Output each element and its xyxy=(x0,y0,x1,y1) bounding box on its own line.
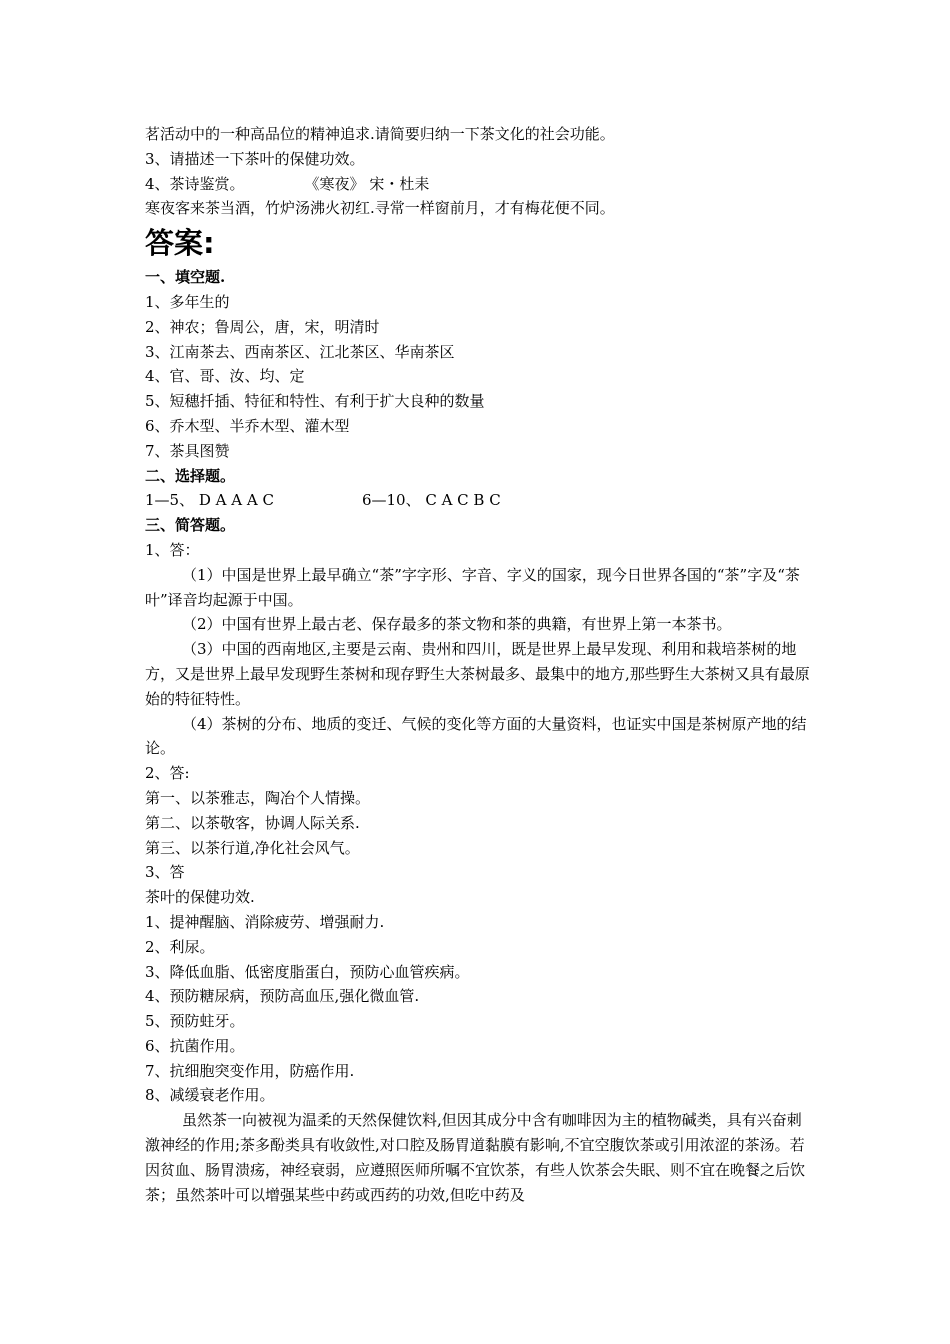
choice-answers xyxy=(145,488,810,513)
section-1-title: 一、填空题. xyxy=(145,268,226,287)
health-benefit-3: 3、降低血脂、低密度脂蛋白，预防心血管疾病。 xyxy=(145,962,470,981)
short-answer-2-item-3: 第三、以茶行道,净化社会风气。 xyxy=(145,838,360,857)
poem-text: 寒夜客来茶当酒，竹炉汤沸火初红.寻常一样窗前月，才有梅花便不同。 xyxy=(145,199,615,218)
section-3-title: 三、简答题。 xyxy=(145,516,236,535)
intro-line-1: 茗活动中的一种高品位的精神追求.请简要归纳一下茶文化的社会功能。 xyxy=(145,125,615,143)
fill-blank-answer-1: 1、多年生的 xyxy=(145,292,230,311)
short-answer-1-paragraph-2: （2）中国有世界上最古老、保存最多的茶文物和茶的典籍，有世界上第一本茶书。 xyxy=(182,615,732,634)
section-2-title: 二、选择题。 xyxy=(145,466,236,485)
short-answer-3-intro: 茶叶的保健功效. xyxy=(145,888,255,907)
fill-blank-answer-7: 7、茶具图赞 xyxy=(145,441,230,460)
fill-blank-answer-6: 6、乔木型、半乔木型、灌木型 xyxy=(145,416,350,435)
short-answer-3-closing-paragraph: 虽然茶一向被视为温柔的天然保健饮料,但因其成分中含有咖啡因为主的植物碱类，具有兴奋刺激神经的作用;茶多酚类具有收敛性,对口腔及肠胃道黏膜有影响,不宜空腹饮茶或引用浓涩的茶汤。若因贫血、肠胃溃疡，神经衰弱，应遵照医师所嘱不宜饮茶，有些人饮茶会失眠、则不宜在晚餐之后饮茶；虽然茶叶可以增强某些中药或西药的功效,但吃中药及 xyxy=(145,1111,806,1204)
short-answer-1-paragraph-1: （1）中国是世界上最早确立“茶”字字形、字音、字义的国家，现今日世界各国的“茶”字及“茶叶”译音均起源于中国。 xyxy=(145,565,800,609)
answers-heading: 答案: xyxy=(145,226,215,261)
document-page xyxy=(145,122,810,1207)
health-benefit-5: 5、预防蛀牙。 xyxy=(145,1012,245,1031)
fill-blank-answer-4: 4、官、哥、汝、均、定 xyxy=(145,367,305,386)
health-benefit-7: 7、抗细胞突变作用，防癌作用. xyxy=(145,1061,355,1080)
short-answer-3-label: 3、答 xyxy=(145,863,185,882)
intro-question-4 xyxy=(145,172,810,197)
short-answer-1-paragraph-4: （4）茶树的分布、地质的变迁、气候的变化等方面的大量资料，也证实中国是茶树原产地的结论。 xyxy=(145,714,807,758)
health-benefit-4: 4、预防糖尿病，预防高血压,强化微血管. xyxy=(145,987,420,1006)
health-benefit-8: 8、减缓衰老作用。 xyxy=(145,1086,275,1105)
short-answer-1-paragraph-3: （3）中国的西南地区,主要是云南、贵州和四川，既是世界上最早发现、利用和栽培茶树的地方，又是世界上最早发现野生茶树和现存野生大茶树最多、最集中的地方,那些野生大茶树又具有最原始的特征特性。 xyxy=(145,640,810,708)
fill-blank-answer-2: 2、神农；鲁周公，唐，宋，明清时 xyxy=(145,317,380,336)
poem-title: 《寒夜》 宋・杜耒 xyxy=(304,174,430,193)
choice-answers-6-10: 6—10、 C A C B C xyxy=(361,491,501,510)
short-answer-2-item-2: 第二、以茶敬客，协调人际关系. xyxy=(145,813,360,832)
health-benefit-2: 2、利尿。 xyxy=(145,937,215,956)
short-answer-2-item-1: 第一、以茶雅志，陶冶个人情操。 xyxy=(145,788,371,807)
health-benefit-6: 6、抗菌作用。 xyxy=(145,1036,245,1055)
health-benefit-1: 1、提神醒脑、消除疲劳、增强耐力. xyxy=(145,912,385,931)
fill-blank-answer-5: 5、短穗扦插、特征和特性、有利于扩大良种的数量 xyxy=(145,392,485,411)
fill-blank-answer-3: 3、江南茶去、西南茶区、江北茶区、华南茶区 xyxy=(145,342,455,361)
intro-question-3: 3、请描述一下茶叶的保健功效。 xyxy=(145,149,365,168)
question-4-prefix: 4、茶诗鉴赏。 xyxy=(145,174,245,193)
short-answer-1-label: 1、答： xyxy=(145,540,200,559)
choice-answers-1-5: 1—5、 D A A A C xyxy=(145,491,274,510)
short-answer-2-label: 2、答: xyxy=(145,764,190,783)
